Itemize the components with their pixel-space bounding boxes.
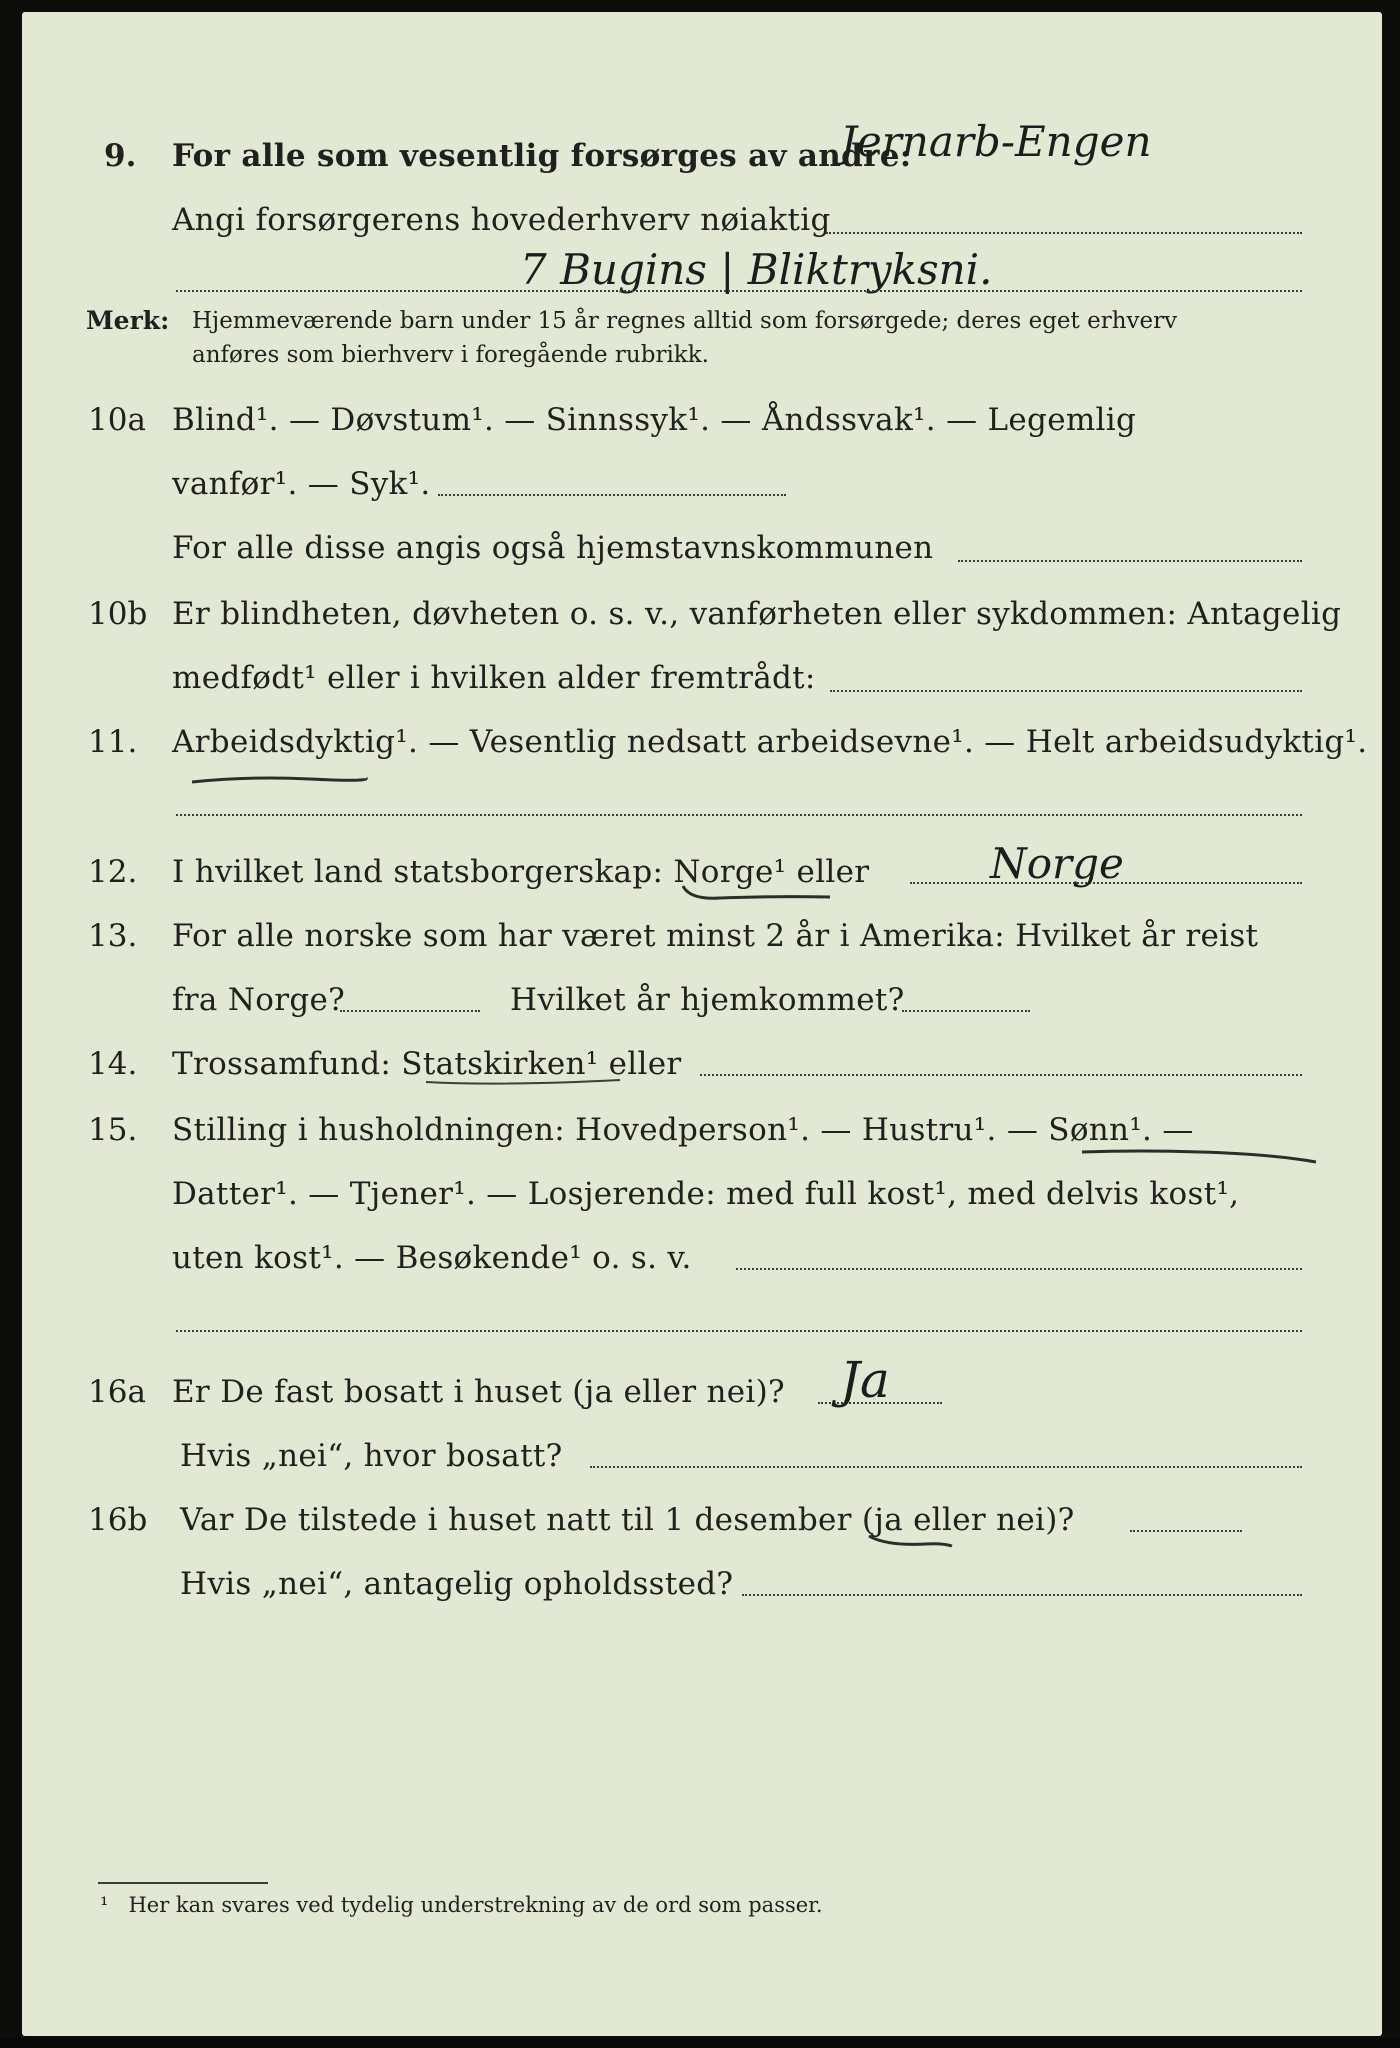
q15-line2: Datter¹. — Tjener¹. — Losjerende: med full kost¹, med delvis kost¹, <box>172 1176 1240 1212</box>
q16b-line2: Hvis „nei“, antagelig opholdssted? <box>180 1566 734 1602</box>
q16b-underline-mark <box>866 1530 956 1552</box>
q9-handwriting-a: Jernarb-Engen <box>840 117 1152 166</box>
q14-number: 14. <box>88 1046 138 1082</box>
q10a-line3: For alle disse angis også hjemstavnskommunen <box>172 530 934 566</box>
q16a-bosatt-answer-line <box>590 1466 1302 1468</box>
q15-answer-line <box>736 1268 1302 1270</box>
q12-underline-mark <box>680 880 840 904</box>
q11-line1: Arbeidsdyktig¹. — Vesentlig nedsatt arbeidsevne¹. — Helt arbeidsudyktig¹. <box>172 724 1368 760</box>
q10a-syk-answer-line <box>438 494 786 496</box>
merk-line1: Hjemmeværende barn under 15 år regnes alltid som forsørgede; deres eget erhverv <box>192 308 1178 334</box>
q14-answer-line <box>700 1074 1302 1076</box>
q9-answer-line2 <box>176 290 1302 292</box>
q10b-answer-line <box>830 690 1302 692</box>
q15-line3: uten kost¹. — Besøkende¹ o. s. v. <box>172 1240 692 1276</box>
q10b-line2: medfødt¹ eller i hvilken alder fremtrådt: <box>172 660 816 696</box>
q16b-answer-line <box>1130 1530 1242 1532</box>
q16a-line2: Hvis „nei“, hvor bosatt? <box>180 1438 563 1474</box>
q12-line1: I hvilket land statsborgerskap: Norge¹ eller <box>172 854 870 890</box>
q10a-number: 10a <box>88 402 146 438</box>
q10b-number: 10b <box>88 596 148 632</box>
q15-underline-mark <box>1080 1146 1320 1168</box>
q14-line1: Trossamfund: Statskirken¹ eller <box>172 1046 682 1082</box>
merk-label: Merk: <box>86 306 170 335</box>
q16a-handwriting: Ja <box>840 1351 890 1409</box>
q14-underline-mark <box>424 1074 624 1090</box>
q15-number: 15. <box>88 1112 138 1148</box>
merk-line2: anføres som bierhverv i foregående rubrikk. <box>192 342 709 368</box>
q12-number: 12. <box>88 854 138 890</box>
q9-number: 9. <box>104 138 137 174</box>
q10a-line1: Blind¹. — Døvstum¹. — Sinnssyk¹. — Åndssvak¹. — Legemlig <box>172 402 1137 438</box>
q11-number: 11. <box>88 724 138 760</box>
q11-underline-mark <box>190 772 370 788</box>
q16a-number: 16a <box>88 1374 146 1410</box>
q10a-line2: vanfør¹. — Syk¹. <box>172 466 431 502</box>
scan-edge <box>0 2038 1400 2048</box>
q11-separator <box>176 814 1302 816</box>
q15-line1: Stilling i husholdningen: Hovedperson¹. — Hustru¹. — Sønn¹. — <box>172 1112 1194 1148</box>
q9-answer-line1 <box>826 232 1302 234</box>
q13-hjem-answer-line <box>902 1010 1030 1012</box>
q10b-line1: Er blindheten, døvheten o. s. v., vanførheten eller sykdommen: Antagelig <box>172 596 1342 632</box>
q10a-kommune-answer-line <box>958 560 1302 562</box>
q9-line1: For alle som vesentlig forsørges av andre: <box>172 138 912 174</box>
footnote-text: Her kan svares ved tydelig understrekning av de ord som passer. <box>128 1893 823 1917</box>
q13-line2b: Hvilket år hjemkommet? <box>510 982 905 1018</box>
q16a-line1: Er De fast bosatt i huset (ja eller nei)? <box>172 1374 785 1410</box>
q13-reist-answer-line <box>340 1010 480 1012</box>
q12-handwriting: Norge <box>990 839 1124 888</box>
footnote-mark: ¹ <box>100 1893 109 1917</box>
q16b-number: 16b <box>88 1502 148 1538</box>
q16b-opholdssted-answer-line <box>742 1594 1302 1596</box>
q13-line1: For alle norske som har været minst 2 år i Amerika: Hvilket år reist <box>172 918 1259 954</box>
q9-line2: Angi forsørgerens hovederhverv nøiaktig <box>172 202 831 238</box>
q13-line2a: fra Norge? <box>172 982 346 1018</box>
q16b-line1: Var De tilstede i huset natt til 1 desember (ja eller nei)? <box>180 1502 1075 1538</box>
q9-handwriting-b: 7 Bugins | Bliktryksni. <box>520 245 993 294</box>
q15-separator <box>176 1330 1302 1332</box>
q13-number: 13. <box>88 918 138 954</box>
footnote-rule <box>98 1882 268 1884</box>
footnote <box>100 1892 823 1918</box>
